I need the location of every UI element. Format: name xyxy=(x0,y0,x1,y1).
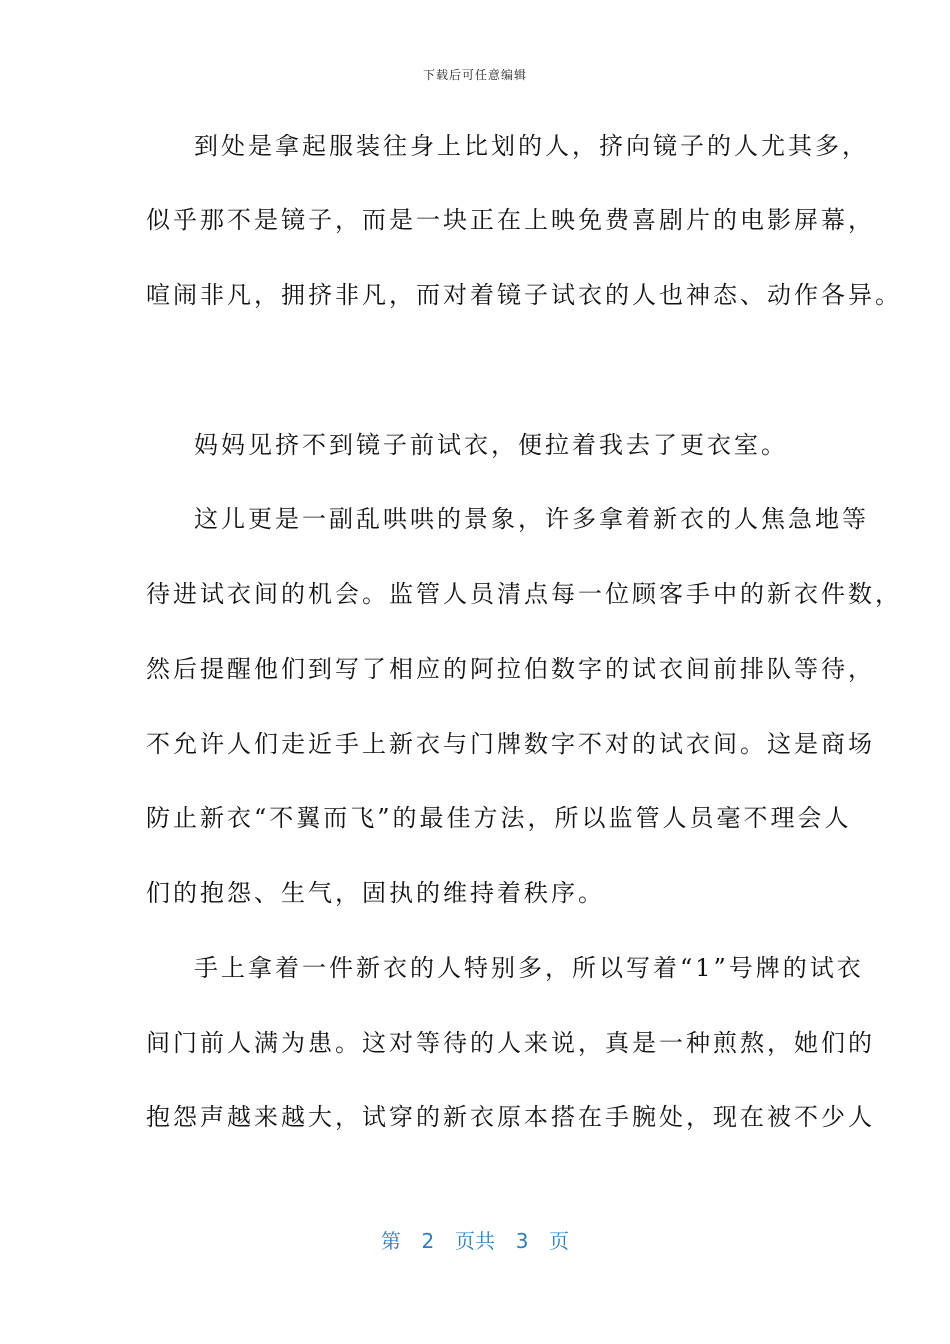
paragraph-1-line-1: 到处是拿起服装往身上比划的人，挤向镜子的人尤其多， xyxy=(194,132,869,160)
paragraph-3-line-2: 待进试衣间的机会。监管人员清点每一位顾客手中的新衣件数， xyxy=(146,580,902,608)
paragraph-3-line-4: 不允许人们走近手上新衣与门牌数字不对的试衣间。这是商场 xyxy=(146,730,875,758)
paragraph-3-line-6: 们的抱怨、生气，固执的维持着秩序。 xyxy=(146,879,605,907)
page-footer xyxy=(0,1225,950,1254)
paragraph-4-line-2: 间门前人满为患。这对等待的人来说，真是一种煎熬，她们的 xyxy=(146,1029,875,1057)
paragraph-3-line-5: 防止新衣“不翼而飞”的最佳方法，所以监管人员毫不理会人 xyxy=(146,804,852,832)
paragraph-3-line-3: 然后提醒他们到写了相应的阿拉伯数字的试衣间前排队等待， xyxy=(146,655,875,683)
paragraph-3-line-1: 这儿更是一副乱哄哄的景象，许多拿着新衣的人焦急地等 xyxy=(194,505,869,533)
page-header: 下载后可任意编辑 xyxy=(422,68,527,82)
page-number-label: 第 2 页共 3 页 xyxy=(380,1229,570,1253)
paragraph-2-line-1: 妈妈见挤不到镜子前试衣，便拉着我去了更衣室。 xyxy=(194,431,788,459)
paragraph-4-line-3: 抱怨声越来越大，试穿的新衣原本搭在手腕处，现在被不少人 xyxy=(146,1103,875,1131)
paragraph-1-line-3: 喧闹非凡，拥挤非凡，而对着镜子试衣的人也神态、动作各异。 xyxy=(146,281,902,309)
paragraph-4-line-1: 手上拿着一件新衣的人特别多，所以写着“1”号牌的试衣 xyxy=(194,954,864,982)
paragraph-1-line-2: 似乎那不是镜子，而是一块正在上映免费喜剧片的电影屏幕， xyxy=(146,206,875,234)
